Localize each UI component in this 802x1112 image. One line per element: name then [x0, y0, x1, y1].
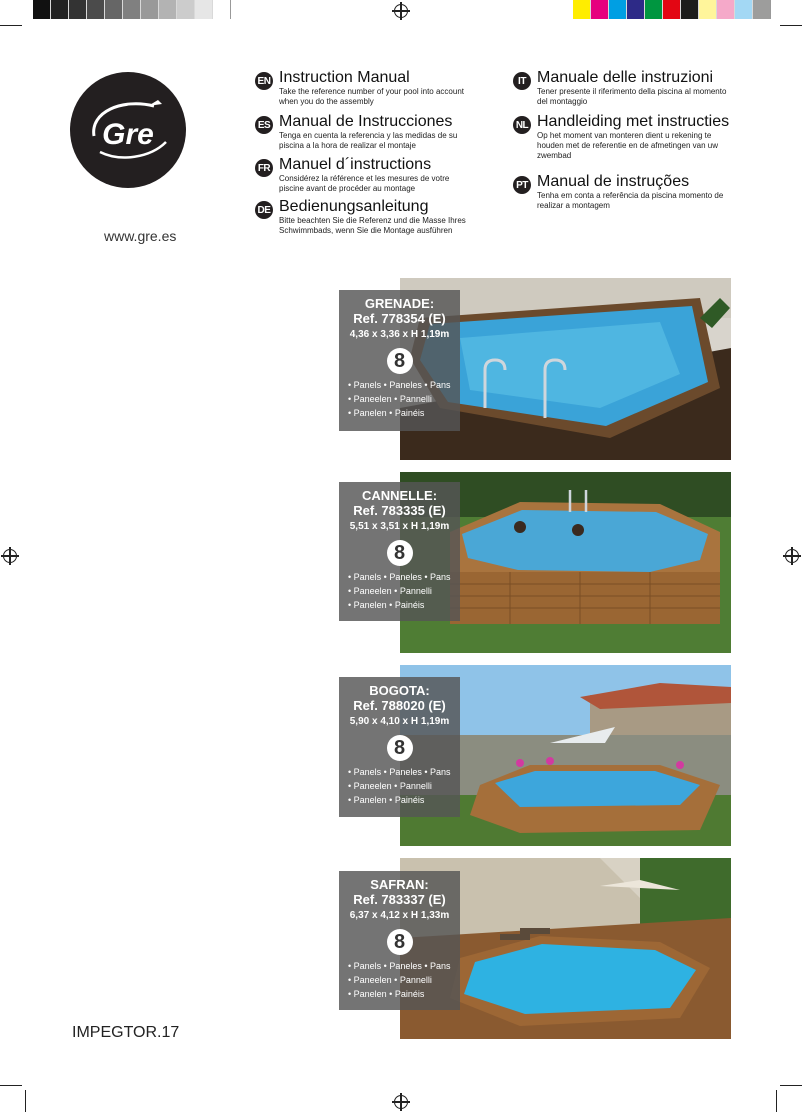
product-ref: Ref. 778354 (E): [353, 311, 446, 326]
panels-line: • Paneelen • Pannelli: [348, 394, 432, 404]
crop-mark: [0, 1085, 22, 1086]
lang-badge: PT: [513, 176, 531, 194]
gray-swatch: [177, 0, 195, 19]
gray-swatch: [141, 0, 159, 19]
product-dimensions: 5,51 x 3,51 x H 1,19m: [349, 521, 450, 532]
lang-title: Manuale delle instruzioni: [537, 69, 714, 86]
lang-title: Instruction Manual: [279, 69, 410, 86]
panels-line: • Paneelen • Pannelli: [348, 781, 432, 791]
panels-line: • Panelen • Painéis: [348, 408, 425, 418]
panels-line: • Panelen • Painéis: [348, 600, 425, 610]
lang-title: Manual de instruções: [537, 173, 690, 190]
lang-badge: DE: [255, 201, 273, 219]
lang-title: Handleiding met instructies: [537, 113, 730, 130]
color-swatch: [735, 0, 753, 19]
color-swatch: [717, 0, 735, 19]
lang-text: Bitte beachten Sie die Referenz und die Masse Ihres Schwimmbads, wenn Sie die Montage ausführen: [279, 216, 466, 235]
color-swatch: [681, 0, 699, 19]
color-calibration-bar: [573, 0, 771, 19]
product-dimensions: 4,36 x 3,36 x H 1,19m: [349, 329, 450, 340]
product-dimensions: 6,37 x 4,12 x H 1,33m: [349, 910, 450, 921]
lang-title: Manuel d´instructions: [279, 156, 432, 173]
grayscale-calibration-bar: [33, 0, 231, 19]
product-dimensions: 5,90 x 4,10 x H 1,19m: [349, 716, 450, 727]
panels-line: • Panels • Paneles • Pans: [348, 961, 451, 971]
color-swatch: [609, 0, 627, 19]
panel-count-badge: 8: [387, 540, 413, 566]
gray-swatch: [69, 0, 87, 19]
lang-text: Considérez la référence et les mesures de votre piscine avant de procéder au montage: [279, 174, 450, 193]
product-name: BOGOTA:: [369, 683, 430, 698]
color-swatch: [699, 0, 717, 19]
product-name: CANNELLE:: [361, 488, 438, 503]
gray-swatch: [123, 0, 141, 19]
gray-swatch: [87, 0, 105, 19]
lang-badge: ES: [255, 116, 273, 134]
panels-line: • Panelen • Painéis: [348, 795, 425, 805]
crop-mark: [780, 1085, 802, 1086]
crop-mark: [780, 25, 802, 26]
panels-line: • Panels • Paneles • Pans: [348, 380, 451, 390]
panels-line: • Paneelen • Pannelli: [348, 975, 432, 985]
color-swatch: [663, 0, 681, 19]
lang-text: Op het moment van monteren dient u rekening te houden met de referentie en de afmetingen van uw zwembad: [537, 131, 719, 160]
crop-mark: [0, 25, 22, 26]
gre-logo: [70, 72, 186, 188]
lang-title: Bedienungsanleitung: [279, 198, 429, 215]
lang-text: Tenha em conta a referência da piscina momento de realizar a montagem: [537, 191, 724, 210]
product-name: SAFRAN:: [370, 877, 429, 892]
color-swatch: [627, 0, 645, 19]
lang-title: Manual de Instrucciones: [279, 113, 453, 130]
product-card-cannelle: [339, 482, 460, 621]
product-ref: Ref. 788020 (E): [353, 698, 446, 713]
panels-line: • Panels • Paneles • Pans: [348, 572, 451, 582]
product-card-bogota: [339, 677, 460, 817]
panel-count-badge: 8: [387, 348, 413, 374]
crop-mark: [25, 1090, 26, 1112]
product-ref: Ref. 783337 (E): [353, 892, 446, 907]
color-swatch: [573, 0, 591, 19]
product-card-grenade: [339, 290, 460, 431]
lang-text: Take the reference number of your pool into account when you do the assembly: [279, 87, 464, 106]
registration-mark-icon: [394, 1095, 408, 1109]
registration-mark-icon: [785, 549, 799, 563]
gre-logo-icon: [70, 72, 186, 188]
panel-count-badge: 8: [387, 735, 413, 761]
product-ref: Ref. 783335 (E): [353, 503, 446, 518]
registration-mark-icon: [394, 4, 408, 18]
product-name: GRENADE:: [364, 296, 435, 311]
lang-badge: NL: [513, 116, 531, 134]
lang-badge: IT: [513, 72, 531, 90]
gray-swatch: [159, 0, 177, 19]
panels-line: • Panels • Paneles • Pans: [348, 767, 451, 777]
document-code: IMPEGTOR.17: [72, 1024, 180, 1041]
lang-badge: FR: [255, 159, 273, 177]
panels-line: • Panelen • Painéis: [348, 989, 425, 999]
panels-line: • Paneelen • Pannelli: [348, 586, 432, 596]
color-swatch: [645, 0, 663, 19]
crop-mark: [776, 1090, 777, 1112]
product-card-safran: [339, 871, 460, 1010]
color-swatch: [753, 0, 771, 19]
gray-swatch: [213, 0, 231, 19]
gray-swatch: [51, 0, 69, 19]
gray-swatch: [195, 0, 213, 19]
gray-swatch: [33, 0, 51, 19]
registration-mark-icon: [3, 549, 17, 563]
website-link[interactable]: www.gre.es: [104, 228, 177, 244]
panel-count-badge: 8: [387, 929, 413, 955]
lang-text: Tenga en cuenta la referencia y las medidas de su piscina a la hora de realizar el montaje: [279, 131, 458, 150]
gray-swatch: [105, 0, 123, 19]
lang-badge: EN: [255, 72, 273, 90]
color-swatch: [591, 0, 609, 19]
logo-wordmark: Gre: [102, 118, 154, 151]
lang-text: Tener presente il riferimento della piscina al momento del montaggio: [537, 87, 727, 106]
